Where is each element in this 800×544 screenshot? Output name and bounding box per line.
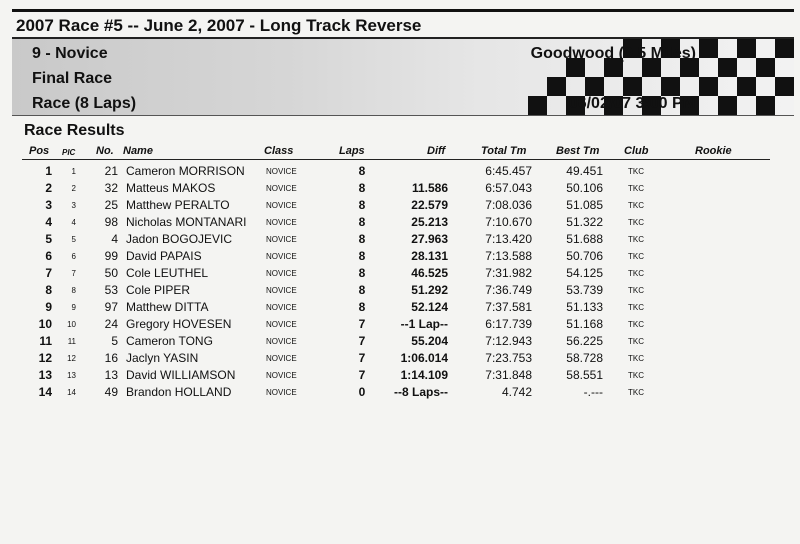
col-name: Name bbox=[123, 145, 153, 157]
cell-club: TKC bbox=[628, 303, 644, 312]
cell-club: TKC bbox=[628, 337, 644, 346]
cell-name: David WILLIAMSON bbox=[126, 368, 236, 382]
cell-class: NOVICE bbox=[266, 303, 297, 312]
cell-pic: 6 bbox=[71, 252, 76, 261]
cell-no: 21 bbox=[104, 164, 118, 178]
cell-no: 50 bbox=[104, 266, 118, 280]
cell-laps: 7 bbox=[358, 368, 366, 382]
session-name: Final Race bbox=[32, 70, 113, 87]
cell-class: NOVICE bbox=[266, 388, 297, 397]
cell-diff: 55.204 bbox=[411, 334, 448, 348]
flag-square bbox=[585, 77, 604, 96]
cell-total: 6:17.739 bbox=[485, 317, 532, 331]
cell-total: 7:23.753 bbox=[485, 351, 532, 365]
cell-class: NOVICE bbox=[266, 167, 297, 176]
cell-total: 6:45.457 bbox=[485, 164, 532, 178]
track-name: Goodwood (0.5 Miles) bbox=[530, 45, 696, 62]
cell-diff: 46.525 bbox=[411, 266, 448, 280]
cell-club: TKC bbox=[628, 269, 644, 278]
cell-class: NOVICE bbox=[266, 371, 297, 380]
race-datetime: 06/02/07 3:00 PM bbox=[568, 95, 696, 112]
cell-laps: 8 bbox=[358, 215, 366, 229]
table-row bbox=[0, 366, 800, 383]
cell-best: 54.125 bbox=[566, 266, 603, 280]
cell-best: 58.551 bbox=[566, 368, 603, 382]
cell-pic: 10 bbox=[67, 320, 76, 329]
cell-club: TKC bbox=[628, 320, 644, 329]
flag-square bbox=[699, 39, 718, 58]
cell-club: TKC bbox=[628, 388, 644, 397]
col-diff: Diff bbox=[427, 145, 446, 157]
col-total: Total Tm bbox=[481, 145, 527, 157]
cell-name: Cameron TONG bbox=[126, 334, 213, 348]
table-row bbox=[0, 281, 800, 298]
cell-diff: 1:14.109 bbox=[400, 368, 448, 382]
cell-class: NOVICE bbox=[266, 252, 297, 261]
cell-name: Nicholas MONTANARI bbox=[126, 215, 247, 229]
cell-pos: 13 bbox=[38, 368, 52, 382]
flag-square bbox=[775, 77, 794, 96]
cell-total: 7:08.036 bbox=[485, 198, 532, 212]
cell-best: 51.085 bbox=[566, 198, 603, 212]
cell-pos: 2 bbox=[45, 181, 52, 195]
cell-laps: 8 bbox=[358, 266, 366, 280]
cell-no: 32 bbox=[104, 181, 118, 195]
cell-laps: 8 bbox=[358, 300, 366, 314]
cell-diff: --1 Lap-- bbox=[400, 317, 448, 331]
flag-square bbox=[737, 39, 756, 58]
flag-square bbox=[718, 58, 737, 77]
table-row bbox=[0, 332, 800, 349]
cell-no: 16 bbox=[104, 351, 118, 365]
cell-total: 7:31.848 bbox=[485, 368, 532, 382]
cell-laps: 8 bbox=[358, 198, 366, 212]
table-row bbox=[0, 230, 800, 247]
cell-class: NOVICE bbox=[266, 235, 297, 244]
cell-pic: 8 bbox=[71, 286, 76, 295]
cell-pos: 10 bbox=[38, 317, 52, 331]
col-no: No. bbox=[96, 145, 114, 157]
cell-no: 97 bbox=[104, 300, 118, 314]
cell-pic: 14 bbox=[67, 388, 76, 397]
cell-best: 50.106 bbox=[566, 181, 603, 195]
col-pos: Pos bbox=[29, 145, 50, 157]
cell-best: 51.168 bbox=[566, 317, 603, 331]
col-club: Club bbox=[624, 145, 649, 157]
cell-no: 53 bbox=[104, 283, 118, 297]
table-row bbox=[0, 213, 800, 230]
cell-name: Matthew PERALTO bbox=[126, 198, 230, 212]
cell-no: 99 bbox=[104, 249, 118, 263]
cell-pos: 12 bbox=[38, 351, 52, 365]
cell-laps: 7 bbox=[358, 317, 366, 331]
cell-no: 13 bbox=[104, 368, 118, 382]
cell-class: NOVICE bbox=[266, 354, 297, 363]
col-best: Best Tm bbox=[556, 145, 600, 157]
table-row bbox=[0, 383, 800, 400]
cell-pos: 11 bbox=[39, 334, 52, 348]
cell-total: 7:13.588 bbox=[485, 249, 532, 263]
table-row bbox=[0, 179, 800, 196]
col-laps: Laps bbox=[339, 145, 365, 157]
cell-name: Matthew DITTA bbox=[126, 300, 209, 314]
cell-club: TKC bbox=[628, 252, 644, 261]
cell-diff: --8 Laps-- bbox=[394, 385, 448, 399]
cell-best: 53.739 bbox=[566, 283, 603, 297]
cell-name: Jaclyn YASIN bbox=[126, 351, 199, 365]
cell-pic: 13 bbox=[67, 371, 76, 380]
race-laps: Race (8 Laps) bbox=[32, 95, 137, 112]
cell-total: 7:37.581 bbox=[485, 300, 532, 314]
table-row bbox=[0, 349, 800, 366]
table-row bbox=[0, 315, 800, 332]
cell-class: NOVICE bbox=[266, 337, 297, 346]
flag-square bbox=[528, 96, 547, 115]
cell-total: 7:10.670 bbox=[485, 215, 532, 229]
col-rookie: Rookie bbox=[695, 145, 732, 157]
header-divider bbox=[22, 159, 770, 160]
cell-pic: 4 bbox=[71, 218, 76, 227]
cell-pic: 11 bbox=[67, 337, 76, 346]
table-row bbox=[0, 298, 800, 315]
cell-pic: 12 bbox=[67, 354, 76, 363]
cell-name: Cole PIPER bbox=[126, 283, 191, 297]
cell-class: NOVICE bbox=[266, 269, 297, 278]
cell-no: 25 bbox=[104, 198, 118, 212]
table-row bbox=[0, 264, 800, 281]
cell-name: Jadon BOGOJEVIC bbox=[126, 232, 233, 246]
cell-pos: 7 bbox=[45, 266, 52, 280]
class-name: 9 - Novice bbox=[32, 45, 108, 62]
cell-diff: 52.124 bbox=[411, 300, 448, 314]
cell-total: 7:12.943 bbox=[485, 334, 532, 348]
cell-diff: 11.586 bbox=[411, 181, 448, 195]
cell-laps: 7 bbox=[358, 334, 366, 348]
cell-laps: 8 bbox=[358, 283, 366, 297]
flag-square bbox=[775, 39, 794, 58]
cell-best: 49.451 bbox=[566, 164, 603, 178]
flag-square bbox=[547, 77, 566, 96]
cell-name: David PAPAIS bbox=[126, 249, 202, 263]
cell-pos: 14 bbox=[38, 385, 52, 399]
cell-pos: 1 bbox=[45, 164, 52, 178]
results-heading: Race Results bbox=[24, 122, 125, 139]
cell-laps: 8 bbox=[358, 181, 366, 195]
flag-square bbox=[661, 77, 680, 96]
cell-diff: 1:06.014 bbox=[400, 351, 448, 365]
cell-name: Brandon HOLLAND bbox=[126, 385, 232, 399]
cell-total: 7:36.749 bbox=[485, 283, 532, 297]
cell-laps: 8 bbox=[358, 249, 366, 263]
flag-square bbox=[623, 77, 642, 96]
cell-best: 50.706 bbox=[566, 249, 603, 263]
cell-pic: 2 bbox=[71, 184, 76, 193]
cell-total: 7:13.420 bbox=[485, 232, 532, 246]
cell-total: 7:31.982 bbox=[485, 266, 532, 280]
cell-pos: 3 bbox=[45, 198, 52, 212]
cell-no: 5 bbox=[111, 334, 118, 348]
col-class: Class bbox=[264, 145, 294, 157]
cell-no: 24 bbox=[104, 317, 118, 331]
cell-class: NOVICE bbox=[266, 218, 297, 227]
table-row bbox=[0, 162, 800, 179]
cell-club: TKC bbox=[628, 201, 644, 210]
results-table bbox=[0, 162, 800, 400]
col-pic: PIC bbox=[62, 148, 76, 157]
cell-club: TKC bbox=[628, 184, 644, 193]
cell-no: 49 bbox=[104, 385, 118, 399]
cell-pos: 5 bbox=[45, 232, 52, 246]
cell-pic: 9 bbox=[71, 303, 76, 312]
cell-laps: 7 bbox=[358, 351, 366, 365]
cell-best: 51.688 bbox=[566, 232, 603, 246]
cell-no: 98 bbox=[104, 215, 118, 229]
cell-name: Cameron MORRISON bbox=[126, 164, 245, 178]
cell-best: 51.133 bbox=[566, 300, 603, 314]
flag-square bbox=[718, 96, 737, 115]
page-title: 2007 Race #5 -- June 2, 2007 - Long Track Reverse bbox=[16, 16, 422, 35]
flag-square bbox=[699, 77, 718, 96]
cell-best: 56.225 bbox=[566, 334, 603, 348]
cell-diff: 25.213 bbox=[411, 215, 448, 229]
cell-pic: 7 bbox=[71, 269, 76, 278]
cell-total: 6:57.043 bbox=[485, 181, 532, 195]
flag-square bbox=[737, 77, 756, 96]
cell-club: TKC bbox=[628, 218, 644, 227]
cell-best: 51.322 bbox=[566, 215, 603, 229]
cell-pic: 1 bbox=[71, 167, 76, 176]
cell-name: Gregory HOVESEN bbox=[126, 317, 232, 331]
race-header-panel bbox=[12, 37, 794, 116]
cell-club: TKC bbox=[628, 167, 644, 176]
cell-class: NOVICE bbox=[266, 184, 297, 193]
cell-best: -.--- bbox=[583, 385, 603, 399]
cell-best: 58.728 bbox=[566, 351, 603, 365]
cell-pos: 6 bbox=[45, 249, 52, 263]
flag-square bbox=[756, 58, 775, 77]
table-row bbox=[0, 196, 800, 213]
top-rule bbox=[12, 9, 794, 12]
cell-laps: 0 bbox=[358, 385, 366, 399]
cell-diff: 27.963 bbox=[411, 232, 448, 246]
cell-club: TKC bbox=[628, 371, 644, 380]
flag-square bbox=[756, 96, 775, 115]
cell-class: NOVICE bbox=[266, 201, 297, 210]
cell-club: TKC bbox=[628, 354, 644, 363]
cell-pos: 8 bbox=[45, 283, 52, 297]
cell-club: TKC bbox=[628, 235, 644, 244]
cell-pic: 5 bbox=[71, 235, 76, 244]
cell-laps: 8 bbox=[358, 232, 366, 246]
cell-class: NOVICE bbox=[266, 286, 297, 295]
cell-pic: 3 bbox=[71, 201, 76, 210]
cell-club: TKC bbox=[628, 286, 644, 295]
cell-name: Matteus MAKOS bbox=[126, 181, 216, 195]
cell-no: 4 bbox=[111, 232, 118, 246]
cell-name: Cole LEUTHEL bbox=[126, 266, 209, 280]
cell-total: 4.742 bbox=[501, 385, 532, 399]
cell-diff: 22.579 bbox=[411, 198, 448, 212]
cell-class: NOVICE bbox=[266, 320, 297, 329]
cell-diff: 28.131 bbox=[411, 249, 448, 263]
cell-pos: 4 bbox=[45, 215, 52, 229]
cell-diff: 51.292 bbox=[411, 283, 448, 297]
cell-pos: 9 bbox=[45, 300, 52, 314]
cell-laps: 8 bbox=[358, 164, 366, 178]
table-row bbox=[0, 247, 800, 264]
